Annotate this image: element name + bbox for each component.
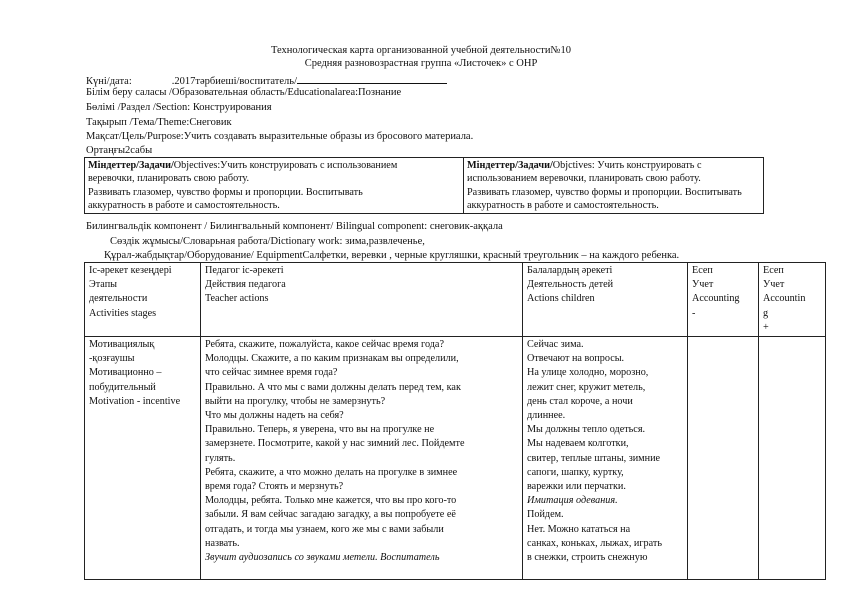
tasks-right-line: Objctives: Учить конструировать с: [552, 160, 702, 171]
tasks-right-line: аккуратность в работе и самостоятельность.: [467, 199, 659, 211]
children-line: Пойдем.: [527, 509, 564, 521]
children-line: Мы должны тепло одеться.: [527, 424, 646, 436]
header-line: Действия педагога: [205, 279, 286, 291]
stage-line: побудительный: [89, 381, 156, 393]
teacher-line: время года? Стоять и мерзнуть?: [205, 481, 344, 493]
header-line: Учет: [763, 279, 785, 291]
stage-line: Мотивациялық: [89, 339, 155, 351]
extra-line: Ортаңғы2сабы: [86, 145, 153, 156]
teacher-line: выйти на прогулку, чтобы не замерзнуть?: [205, 395, 386, 407]
header-line: Есеп: [763, 265, 784, 276]
children-line: день стал короче, а ночи: [527, 395, 633, 407]
children-line: На улице холодно, морозно,: [527, 367, 649, 379]
date-blank: [297, 73, 447, 84]
header-line: g: [763, 307, 769, 319]
teacher-line: Что мы должны надеть на себя?: [205, 410, 344, 422]
tasks-right-line: использованием веревочки, планировать свою работу.: [467, 173, 701, 185]
children-line: длиннее.: [527, 410, 566, 422]
teacher-line: Ребята, скажите, пожалуйста, какое сейчас время года?: [205, 339, 444, 351]
date-value: .2017тәрбиеші/воспитатель/: [171, 76, 297, 87]
children-line: Сейчас зима.: [527, 339, 584, 351]
header-line: Teacher actions: [205, 293, 269, 305]
teacher-italic-line: Звучит аудиозапись со звуками метели. Воспитатель: [205, 552, 440, 564]
header-accounting-plus: [759, 263, 826, 337]
stage-cell: [85, 337, 201, 580]
teacher-line: забыли. Я вам сейчас загадаю загадку, а вы попробуете её: [205, 509, 456, 521]
header-line: Accounting: [692, 293, 740, 305]
bilingual-line: Билингвальдік компонент / Билингвальный компонент/ Bilingual component: снеговик-аққала: [86, 221, 503, 232]
teacher-line: назвать.: [205, 537, 240, 549]
tasks-left-label: Міндеттер/Задачи/: [88, 160, 174, 171]
teacher-line: замерзнете. Посмотрите, какой у нас зимний лес. Пойдемте: [205, 438, 465, 450]
children-line: лежит снег, кружит метель,: [527, 381, 646, 393]
table-header-row: [85, 263, 826, 337]
teacher-line: Молодцы. Скажите, а по каким признакам вы определили,: [205, 353, 459, 365]
tasks-left-line: веревочки, планировать свою работу.: [88, 173, 250, 185]
children-line: Отвечают на вопросы.: [527, 353, 625, 365]
header-teacher: [201, 263, 523, 337]
header-line: Activities stages: [89, 307, 157, 319]
table-row: [85, 337, 826, 580]
header-line: деятельности: [89, 293, 148, 305]
tasks-left-cell: [85, 158, 464, 214]
header-line: Деятельность детей: [527, 279, 614, 291]
header-line: Actions children: [527, 293, 595, 305]
tasks-right-line: Развивать глазомер, чувство формы и пропорции. Воспитывать: [467, 186, 742, 198]
teacher-line: Ребята, скажите, а что можно делать на прогулке в зимнее: [205, 466, 458, 478]
date-label: Күні/дата:: [86, 76, 132, 87]
equipment-line: Құрал-жабдықтар/Оборудование/ EquipmentСалфетки, веревки , черные кругляшки, красный треугольник – на каждого ребенка.: [104, 250, 680, 261]
header-line: Іс-әрекет кезеңдері: [89, 265, 172, 276]
stage-line: Мотивационно –: [89, 367, 162, 379]
theme-line: Тақырып /Тема/Theme:Снеговик: [86, 117, 232, 128]
teacher-line: Правильно. Теперь, я уверена, что вы на прогулке не: [205, 424, 435, 436]
stage-line: -қозғаушы: [89, 353, 135, 365]
header-line: Учет: [692, 279, 714, 291]
goal-line: Мақсат/Цель/Purpose:Учить создавать выразительные образы из бросового материала.: [86, 131, 474, 142]
dictionary-line: Сөздік жұмысы/Словарьная работа/Dictionary work: зима,развлеченье,: [110, 236, 425, 247]
children-line: Нет. Можно кататься на: [527, 523, 631, 535]
stage-line: Motivation - incentive: [89, 395, 181, 407]
tasks-left-line: Objectives:Учить конструировать с использованием: [173, 160, 398, 171]
children-line: Мы надеваем колготки,: [527, 438, 629, 450]
teacher-line: что сейчас зимнее время года?: [205, 367, 338, 379]
teacher-cell: [201, 337, 523, 580]
children-line: сапоги, шапку, куртку,: [527, 466, 624, 478]
doc-subtitle: Средняя разновозрастная группа «Листочек» с ОНР: [304, 58, 538, 69]
tasks-left-line: аккуратность в работе и самостоятельность.: [88, 199, 280, 211]
header-line: Балалардың әрекеті: [527, 265, 613, 276]
doc-title: Технологическая карта организованной учебной деятельности№10: [270, 45, 572, 56]
header-line: Педагог іс-әрекеті: [205, 265, 284, 276]
children-cell: [523, 337, 688, 580]
tasks-left-line: Развивать глазомер, чувство формы и пропорции. Воспитывать: [88, 186, 363, 198]
teacher-line: отгадать, и тогда мы узнаем, кого же мы с вами забыли: [205, 523, 444, 535]
accounting-plus-cell: [759, 337, 826, 580]
accounting-minus-cell: [688, 337, 759, 580]
children-line: варежки или перчатки.: [527, 481, 626, 493]
header-accounting-minus: [688, 263, 759, 337]
children-line: санках, коньках, лыжах, играть: [527, 537, 663, 549]
children-line: свитер, теплые штаны, зимние: [527, 452, 661, 464]
header-stages: [85, 263, 201, 337]
tasks-right-cell: [464, 158, 764, 214]
tasks-right-label: Міндеттер/Задачи/: [467, 160, 553, 171]
section-line: Бөлімі /Раздел /Section: Конструирования: [86, 102, 272, 113]
header-line: -: [692, 307, 696, 319]
activity-table: [84, 262, 826, 580]
teacher-line: Правильно. А что мы с вами должны делать перед тем, как: [205, 381, 461, 393]
area-line: Білім беру саласы /Образовательная область/Educationalarea:Познание: [86, 87, 402, 98]
header-children: [523, 263, 688, 337]
tasks-table: [84, 157, 764, 214]
header-line: Accountin: [763, 293, 806, 305]
teacher-line: гулять.: [205, 452, 236, 464]
children-line: в снежки, строить снежную: [527, 552, 648, 564]
teacher-line: Молодцы, ребята. Только мне кажется, что вы про кого-то: [205, 495, 457, 507]
header-line: Этапы: [89, 279, 117, 291]
header-line: +: [763, 321, 769, 333]
header-line: Есеп: [692, 265, 713, 276]
children-italic-line: Имитация одевания.: [527, 495, 618, 507]
